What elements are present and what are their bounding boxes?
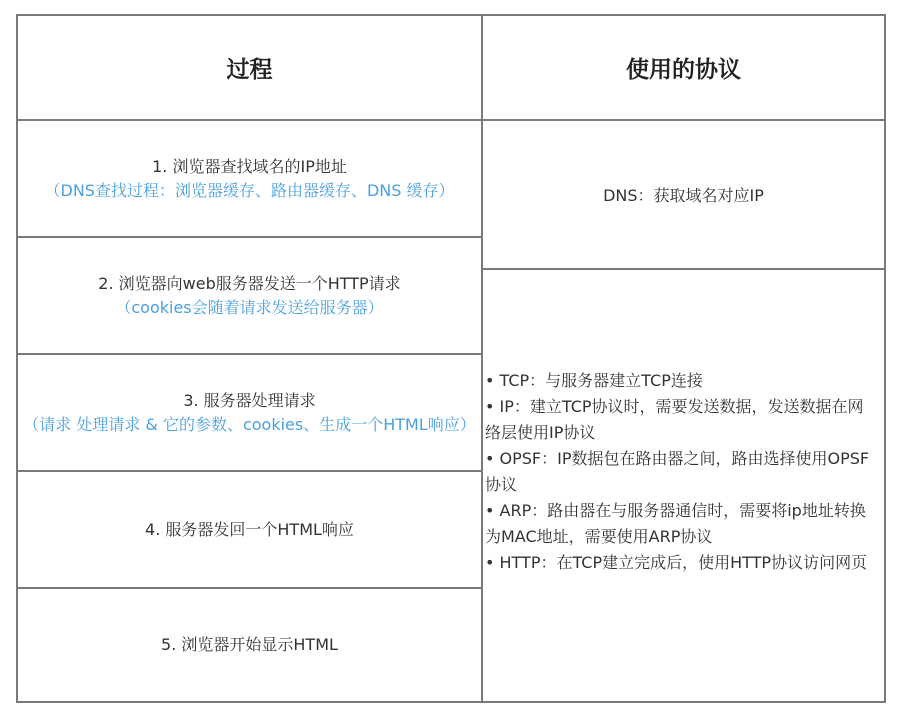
protocol-list — [485, 368, 884, 576]
protocol-dns-text: DNS：获取域名对应IP — [603, 186, 764, 205]
step-cell-5 — [18, 589, 481, 701]
protocol-item-http: • HTTP：在TCP建立完成后，使用HTTP协议访问网页 — [485, 553, 868, 572]
step-cell-4 — [18, 472, 481, 587]
step-1-main: 1. 浏览器查找域名的IP地址 — [152, 156, 347, 176]
step-4-main: 4. 服务器发回一个HTML响应 — [145, 519, 354, 539]
step-cell-3 — [18, 355, 481, 470]
process-protocol-table — [16, 14, 886, 703]
protocol-item-arp: • ARP：路由器在与服务器通信时，需要将ip地址转换为MAC地址，需要使用ARP协议 — [485, 501, 866, 546]
protocol-item-opsf: • OPSF：IP数据包在路由器之间，路由选择使用OPSF协议 — [485, 449, 870, 494]
protocol-item-tcp: • TCP：与服务器建立TCP连接 — [485, 371, 703, 390]
step-2-main: 2. 浏览器向web服务器发送一个HTTP请求 — [98, 273, 401, 293]
header-protocols — [483, 16, 884, 119]
step-3-main: 3. 服务器处理请求 — [183, 390, 316, 410]
header-process-label: 过程 — [226, 57, 273, 83]
step-2-sub: （cookies会随着请求发送给服务器） — [115, 297, 384, 317]
row-divider — [483, 268, 884, 270]
header-process — [18, 16, 481, 119]
step-cell-1 — [18, 121, 481, 236]
protocol-item-ip: • IP：建立TCP协议时，需要发送数据，发送数据在网络层使用IP协议 — [485, 397, 864, 442]
step-cell-2 — [18, 238, 481, 353]
step-5-main: 5. 浏览器开始显示HTML — [161, 635, 338, 654]
header-protocols-label: 使用的协议 — [626, 57, 741, 83]
step-3-sub: （请求 处理请求 & 它的参数、cookies、生成一个HTML响应） — [23, 414, 476, 434]
step-1-sub: （DNS查找过程：浏览器缓存、路由器缓存、DNS 缓存） — [44, 180, 455, 200]
protocol-cell-dns — [483, 121, 884, 268]
